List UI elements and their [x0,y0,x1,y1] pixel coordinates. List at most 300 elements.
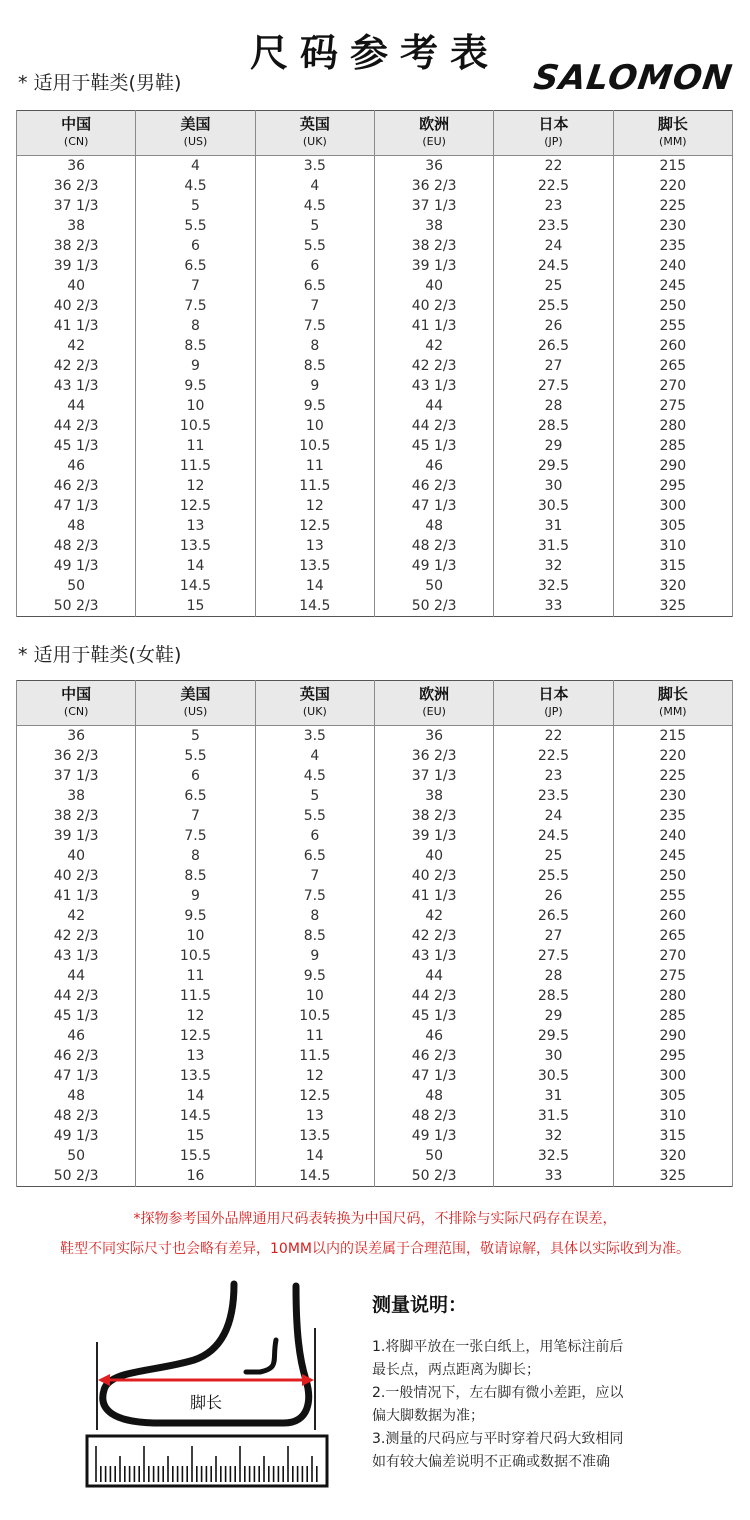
table-cell: 7.5 [255,316,374,336]
table-row [17,886,733,906]
table-cell: 9 [255,946,374,966]
table-cell: 37 1/3 [17,766,136,786]
table-cell: 27 [494,926,613,946]
table-cell: 9 [255,376,374,396]
table-cell: 48 [374,1086,493,1106]
table-cell: 230 [613,786,732,806]
table-cell: 40 2/3 [374,296,493,316]
table-cell: 4 [255,746,374,766]
table-cell: 40 2/3 [17,866,136,886]
table-cell: 320 [613,1146,732,1166]
table-cell: 5 [255,786,374,806]
table-cell: 215 [613,726,732,747]
table-cell: 14.5 [136,1106,255,1126]
table-row [17,256,733,276]
column-header-name: 中国 [61,685,92,703]
table-cell: 10 [255,986,374,1006]
table-cell: 38 2/3 [374,236,493,256]
table-cell: 29.5 [494,1026,613,1046]
table-row [17,1026,733,1046]
table-cell: 220 [613,746,732,766]
table-cell: 235 [613,806,732,826]
table-cell: 11 [136,966,255,986]
table-row [17,986,733,1006]
table-header-row [17,111,733,156]
table-cell: 8.5 [136,336,255,356]
table-cell: 31.5 [494,536,613,556]
table-cell: 14.5 [136,576,255,596]
table-cell: 250 [613,296,732,316]
table-cell: 46 [17,456,136,476]
column-header-code: (US) [183,135,208,148]
table-cell: 300 [613,496,732,516]
table-cell: 9 [136,356,255,376]
table-cell: 40 [374,276,493,296]
table-cell: 8.5 [255,926,374,946]
table-row [17,556,733,576]
table-cell: 40 2/3 [17,296,136,316]
table-cell: 270 [613,946,732,966]
men-section-label: * 适用于鞋类(男鞋) [18,72,182,94]
column-header-code: (JP) [544,135,563,148]
table-cell: 39 1/3 [17,826,136,846]
table-header-row [17,681,733,726]
measure-line: 3.测量的尺码应与平时穿着尺码大致相同 [372,1431,624,1447]
table-cell: 3.5 [255,156,374,177]
column-header-name: 英国 [299,115,330,133]
table-cell: 46 [374,1026,493,1046]
table-row [17,966,733,986]
table-cell: 8.5 [136,866,255,886]
table-cell: 39 1/3 [374,826,493,846]
table-cell: 320 [613,576,732,596]
table-cell: 12.5 [136,1026,255,1046]
table-cell: 10.5 [255,1006,374,1026]
table-cell: 225 [613,766,732,786]
table-row [17,1166,733,1187]
ruler-ticks [96,1446,317,1482]
table-cell: 270 [613,376,732,396]
table-cell: 315 [613,556,732,576]
table-cell: 310 [613,1106,732,1126]
table-row [17,576,733,596]
column-header [255,681,374,726]
table-cell: 37 1/3 [374,196,493,216]
table-cell: 48 2/3 [17,536,136,556]
table-cell: 290 [613,456,732,476]
table-row [17,236,733,256]
table-cell: 36 2/3 [374,176,493,196]
column-header-name: 日本 [538,115,569,133]
table-cell: 36 2/3 [17,746,136,766]
table-row [17,396,733,416]
table-cell: 9.5 [136,906,255,926]
table-cell: 50 2/3 [17,1166,136,1187]
table-cell: 41 1/3 [17,316,136,336]
table-cell: 6 [255,256,374,276]
table-cell: 295 [613,1046,732,1066]
table-cell: 50 [17,1146,136,1166]
table-cell: 11 [255,456,374,476]
table-cell: 220 [613,176,732,196]
table-row [17,376,733,396]
table-cell: 42 [17,336,136,356]
table-row [17,826,733,846]
table-cell: 26.5 [494,336,613,356]
table-cell: 44 [374,966,493,986]
foot-length-label: 脚长 [189,1393,223,1412]
table-cell: 40 [17,846,136,866]
table-row [17,866,733,886]
table-cell: 36 [17,156,136,177]
table-row [17,436,733,456]
table-cell: 8 [255,336,374,356]
table-row [17,1006,733,1026]
table-row [17,316,733,336]
table-cell: 285 [613,1006,732,1026]
table-cell: 255 [613,886,732,906]
table-cell: 10.5 [136,946,255,966]
table-cell: 43 1/3 [17,946,136,966]
table-cell: 38 [374,216,493,236]
table-row [17,276,733,296]
table-cell: 215 [613,156,732,177]
table-cell: 225 [613,196,732,216]
table-cell: 48 2/3 [374,536,493,556]
table-cell: 36 [374,726,493,747]
table-cell: 11.5 [136,456,255,476]
table-row [17,946,733,966]
table-cell: 5.5 [136,746,255,766]
table-cell: 39 1/3 [17,256,136,276]
column-header [17,111,136,156]
table-cell: 46 2/3 [374,1046,493,1066]
table-cell: 40 [17,276,136,296]
column-header [613,681,732,726]
table-cell: 32 [494,1126,613,1146]
table-cell: 32.5 [494,576,613,596]
table-cell: 8 [136,846,255,866]
table-cell: 44 [374,396,493,416]
table-cell: 315 [613,1126,732,1146]
table-cell: 41 1/3 [374,886,493,906]
table-cell: 325 [613,1166,732,1187]
table-cell: 7 [136,806,255,826]
table-row [17,416,733,436]
measure-line: 最长点，两点距离为脚长； [372,1362,540,1378]
table-cell: 4 [136,156,255,177]
table-cell: 240 [613,256,732,276]
table-row [17,496,733,516]
table-cell: 260 [613,906,732,926]
table-cell: 4.5 [255,196,374,216]
table-cell: 26 [494,316,613,336]
table-cell: 28.5 [494,986,613,1006]
table-cell: 5.5 [255,236,374,256]
table-cell: 5.5 [255,806,374,826]
table-cell: 12.5 [255,516,374,536]
table-cell: 13 [255,536,374,556]
table-cell: 25 [494,276,613,296]
table-cell: 23 [494,766,613,786]
table-cell: 16 [136,1166,255,1187]
table-cell: 6.5 [255,276,374,296]
table-cell: 48 [374,516,493,536]
table-cell: 46 2/3 [374,476,493,496]
table-row [17,336,733,356]
table-cell: 49 1/3 [374,1126,493,1146]
table-cell: 13 [136,1046,255,1066]
table-cell: 14.5 [255,596,374,617]
table-cell: 45 1/3 [17,1006,136,1026]
table-cell: 43 1/3 [374,376,493,396]
table-row [17,536,733,556]
table-cell: 40 [374,846,493,866]
table-cell: 25.5 [494,866,613,886]
table-cell: 15 [136,1126,255,1146]
table-cell: 14.5 [255,1166,374,1187]
table-row [17,806,733,826]
table-cell: 28 [494,396,613,416]
table-cell: 10.5 [255,436,374,456]
table-cell: 12.5 [255,1086,374,1106]
table-cell: 265 [613,356,732,376]
table-cell: 4.5 [136,176,255,196]
table-cell: 235 [613,236,732,256]
table-row [17,356,733,376]
column-header-name: 美国 [180,685,211,703]
measure-title: 测量说明： [372,1294,468,1316]
table-cell: 44 [17,396,136,416]
table-cell: 14 [255,576,374,596]
table-cell: 50 [374,1146,493,1166]
table-cell: 24.5 [494,826,613,846]
table-row [17,1106,733,1126]
table-cell: 245 [613,276,732,296]
table-cell: 14 [136,556,255,576]
table-cell: 25.5 [494,296,613,316]
column-header-name: 日本 [538,685,569,703]
table-row [17,516,733,536]
table-cell: 325 [613,596,732,617]
table-cell: 42 [374,336,493,356]
table-row [17,216,733,236]
table-cell: 230 [613,216,732,236]
table-cell: 42 2/3 [374,356,493,376]
table-cell: 45 1/3 [17,436,136,456]
table-cell: 9.5 [255,396,374,416]
table-cell: 8 [136,316,255,336]
brand-logo: SALOMON [530,58,735,98]
table-cell: 295 [613,476,732,496]
table-cell: 11.5 [255,476,374,496]
table-cell: 30.5 [494,1066,613,1086]
measure-line: 2.一般情况下，左右脚有微小差距，应以 [372,1385,624,1401]
column-header-code: (CN) [63,135,89,148]
table-cell: 29.5 [494,456,613,476]
table-cell: 10 [136,396,255,416]
table-row [17,456,733,476]
table-cell: 13.5 [136,536,255,556]
table-row [17,1146,733,1166]
column-header-name: 欧洲 [419,115,450,133]
table-cell: 44 [17,966,136,986]
column-header-code: (JP) [544,705,563,718]
table-cell: 6.5 [255,846,374,866]
table-cell: 4 [255,176,374,196]
table-cell: 280 [613,986,732,1006]
table-cell: 32 [494,556,613,576]
table-row [17,906,733,926]
table-cell: 28.5 [494,416,613,436]
table-cell: 7.5 [136,296,255,316]
table-cell: 11.5 [136,986,255,1006]
table-cell: 42 [17,906,136,926]
table-cell: 10.5 [136,416,255,436]
column-header-code: (EU) [422,135,446,148]
table-cell: 22 [494,156,613,177]
table-cell: 22.5 [494,176,613,196]
table-cell: 46 2/3 [17,1046,136,1066]
table-cell: 265 [613,926,732,946]
table-cell: 29 [494,436,613,456]
table-cell: 12 [136,1006,255,1026]
table-cell: 7 [136,276,255,296]
table-cell: 9 [136,886,255,906]
table-cell: 39 1/3 [374,256,493,276]
table-cell: 38 [17,786,136,806]
column-header-name: 脚长 [657,115,688,133]
table-row [17,176,733,196]
table-cell: 10 [136,926,255,946]
column-header-code: (MM) [659,135,687,148]
table-cell: 7 [255,866,374,886]
table-cell: 42 2/3 [17,926,136,946]
table-cell: 29 [494,1006,613,1026]
table-cell: 46 [374,456,493,476]
table-cell: 47 1/3 [17,1066,136,1086]
table-cell: 49 1/3 [374,556,493,576]
column-header [255,111,374,156]
table-cell: 24 [494,236,613,256]
table-row [17,296,733,316]
table-cell: 36 2/3 [374,746,493,766]
table-cell: 305 [613,1086,732,1106]
table-cell: 22.5 [494,746,613,766]
table-cell: 41 1/3 [374,316,493,336]
table-cell: 12 [136,476,255,496]
table-cell: 49 1/3 [17,1126,136,1146]
table-cell: 44 2/3 [374,416,493,436]
table-cell: 13.5 [136,1066,255,1086]
table-cell: 41 1/3 [17,886,136,906]
table-cell: 6 [136,766,255,786]
table-cell: 285 [613,436,732,456]
table-cell: 11 [255,1026,374,1046]
table-cell: 250 [613,866,732,886]
column-header-code: (MM) [659,705,687,718]
table-cell: 43 1/3 [374,946,493,966]
table-cell: 275 [613,966,732,986]
column-header [374,111,493,156]
table-cell: 27 [494,356,613,376]
table-cell: 7.5 [136,826,255,846]
column-header-name: 美国 [180,115,211,133]
measure-line: 如有较大偏差说明不正确或数据不准确 [372,1454,610,1470]
table-cell: 23.5 [494,786,613,806]
table-cell: 12 [255,1066,374,1086]
column-header [613,111,732,156]
column-header-code: (CN) [63,705,89,718]
column-header [494,681,613,726]
table-cell: 45 1/3 [374,436,493,456]
table-cell: 22 [494,726,613,747]
table-row [17,1046,733,1066]
table-cell: 305 [613,516,732,536]
table-cell: 36 [374,156,493,177]
measure-instructions [372,1336,692,1474]
table-cell: 46 2/3 [17,476,136,496]
table-cell: 31.5 [494,1106,613,1126]
table-cell: 37 1/3 [374,766,493,786]
table-row [17,746,733,766]
table-cell: 50 [374,576,493,596]
column-header [494,111,613,156]
table-row [17,726,733,747]
table-cell: 280 [613,416,732,436]
table-cell: 36 2/3 [17,176,136,196]
table-cell: 37 1/3 [17,196,136,216]
page-title: 尺码参考表 [249,31,500,75]
table-cell: 40 2/3 [374,866,493,886]
table-row [17,196,733,216]
table-cell: 260 [613,336,732,356]
table-cell: 6 [255,826,374,846]
disclaimer-line-1: *探物参考国外品牌通用尺码表转换为中国尺码，不排除与实际尺码存在误差， [133,1211,617,1227]
table-cell: 15 [136,596,255,617]
table-cell: 30.5 [494,496,613,516]
women-size-table [16,680,733,1187]
table-row [17,476,733,496]
table-cell: 43 1/3 [17,376,136,396]
disclaimer-line-2: 鞋型不同实际尺寸也会略有差异，10MM以内的误差属于合理范围，敬请谅解，具体以实际收到为准。 [60,1241,690,1257]
table-cell: 15.5 [136,1146,255,1166]
table-cell: 42 2/3 [374,926,493,946]
table-cell: 5.5 [136,216,255,236]
column-header [374,681,493,726]
table-cell: 33 [494,1166,613,1187]
column-header-code: (US) [183,705,208,718]
column-header-name: 英国 [299,685,330,703]
table-cell: 275 [613,396,732,416]
table-cell: 9.5 [136,376,255,396]
table-cell: 48 2/3 [374,1106,493,1126]
table-cell: 42 [374,906,493,926]
table-cell: 12.5 [136,496,255,516]
table-cell: 42 2/3 [17,356,136,376]
table-cell: 9.5 [255,966,374,986]
table-cell: 11.5 [255,1046,374,1066]
table-cell: 290 [613,1026,732,1046]
table-cell: 6.5 [136,256,255,276]
column-header [136,681,255,726]
table-cell: 50 2/3 [17,596,136,617]
table-cell: 50 2/3 [374,596,493,617]
women-section-label: * 适用于鞋类(女鞋) [18,644,182,666]
table-cell: 8 [255,906,374,926]
ankle-line [246,1340,276,1372]
table-cell: 31 [494,1086,613,1106]
